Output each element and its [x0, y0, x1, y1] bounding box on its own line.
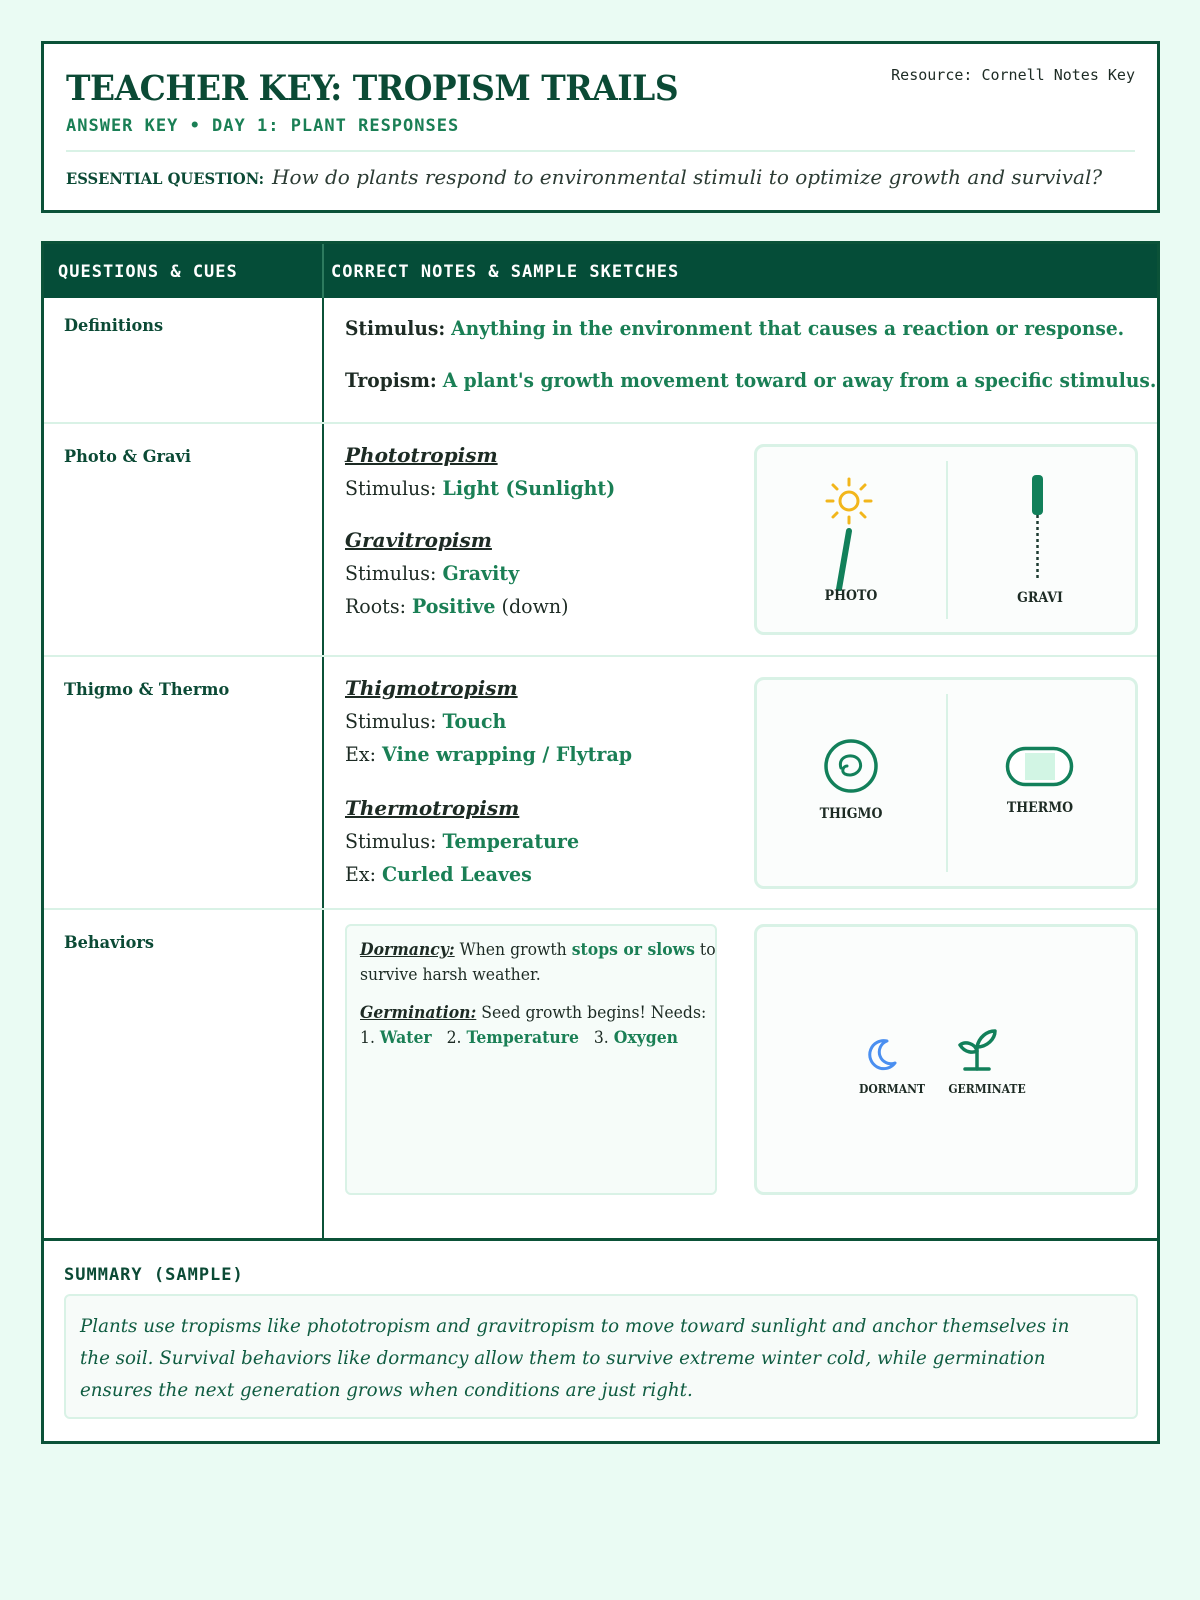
thermotropism-stimulus — [345, 829, 579, 853]
sketch-label-gravi: GRAVI — [1017, 590, 1063, 606]
table-header — [44, 244, 1157, 298]
icon-label-germinate: GERMINATE — [948, 1082, 1026, 1096]
column-header-notes: CORRECT NOTES & SAMPLE SKETCHES — [331, 262, 680, 282]
page-title: TEACHER KEY: TROPISM TRAILS — [66, 68, 679, 109]
germination-needs — [360, 1028, 678, 1048]
icon-label-dormant: DORMANT — [859, 1082, 925, 1096]
term-thigmotropism: Thigmotropism — [345, 676, 518, 700]
definition-tropism-text: A plant's growth movement toward or away from a specific stimulus. — [442, 368, 1157, 392]
roots-value: Positive — [412, 594, 496, 618]
need-water: Water — [379, 1028, 432, 1048]
term-germination: Germination: — [360, 1003, 477, 1023]
roots-label: Roots: — [345, 594, 406, 618]
sprout-icon — [955, 1025, 1001, 1073]
dormancy-note — [360, 940, 716, 960]
need-number: 1. — [360, 1028, 375, 1048]
term-thermotropism: Thermotropism — [345, 796, 520, 820]
thigmotropism-sketch-icon — [823, 738, 879, 794]
column-divider — [322, 244, 324, 1241]
summary-box — [64, 1294, 1138, 1419]
roots-suffix: (down) — [501, 594, 569, 618]
sketch-photo-gravi — [754, 444, 1138, 635]
sketch-behaviors — [754, 924, 1138, 1195]
behaviors-notes-box — [345, 924, 717, 1195]
summary-text: Plants use tropisms like phototropism and gravitropism to move toward sunlight and anchor themselves in the soil. Survival behaviors like dormancy allow them to survive extreme winter cold, while germination ensures the next generation grows when conditions are just right. — [80, 1315, 1070, 1401]
sketch-thigmo-thermo — [754, 677, 1138, 889]
phototropism-sketch-icon — [817, 471, 887, 591]
cue-behaviors: Behaviors — [64, 933, 155, 953]
dormancy-text-post: to — [699, 940, 716, 960]
page-subtitle: ANSWER KEY • DAY 1: PLANT RESPONSES — [66, 116, 460, 136]
dormancy-text-pre: When growth — [459, 940, 567, 960]
term-dormancy: Dormancy: — [360, 940, 455, 960]
row-divider — [44, 422, 1157, 424]
dormancy-key-phrase: stops or slows — [571, 940, 695, 960]
essential-question-text: How do plants respond to environmental stimuli to optimize growth and survival? — [272, 165, 1103, 189]
summary-label: SUMMARY (SAMPLE) — [64, 1265, 244, 1285]
germination-text: Seed growth begins! Needs: — [481, 1003, 707, 1023]
gravitropism-stimulus-value: Gravity — [442, 561, 520, 585]
thigmotropism-stimulus-value: Touch — [442, 709, 507, 733]
phototropism-stimulus-value: Light (Sunlight) — [442, 476, 616, 500]
gravitropism-roots — [345, 594, 568, 618]
cue-thigmo-thermo: Thigmo & Thermo — [64, 680, 230, 700]
row-divider — [44, 908, 1157, 910]
term-stimulus: Stimulus: — [345, 316, 446, 340]
thermotropism-example-value: Curled Leaves — [382, 862, 532, 886]
moon-icon — [863, 1037, 899, 1073]
phototropism-stimulus — [345, 476, 615, 500]
sketch-divider — [946, 694, 948, 872]
header-card — [41, 41, 1160, 213]
summary-divider — [44, 1238, 1157, 1241]
thermotropism-example — [345, 862, 532, 886]
thigmotropism-stimulus — [345, 709, 506, 733]
row-divider — [44, 655, 1157, 657]
sketch-divider — [946, 461, 948, 619]
definition-stimulus-text: Anything in the environment that causes a reaction or response. — [451, 316, 1125, 340]
term-tropism: Tropism: — [345, 368, 437, 392]
example-label: Ex: — [345, 862, 376, 886]
definition-tropism — [345, 368, 1156, 392]
dormancy-note-line2: survive harsh weather. — [360, 965, 541, 985]
thigmotropism-example-value: Vine wrapping / Flytrap — [382, 742, 633, 766]
stimulus-label: Stimulus: — [345, 709, 437, 733]
gravitropism-sketch-icon — [1023, 471, 1053, 581]
cue-definitions: Definitions — [64, 316, 164, 336]
thermotropism-sketch-icon — [1005, 746, 1075, 788]
cue-photo-gravi: Photo & Gravi — [64, 447, 192, 467]
thigmotropism-example — [345, 742, 632, 766]
term-gravitropism: Gravitropism — [345, 528, 492, 552]
header-divider — [66, 150, 1135, 152]
resource-label: Resource: Cornell Notes Key — [891, 66, 1135, 84]
stimulus-label: Stimulus: — [345, 829, 437, 853]
sketch-label-thermo: THERMO — [1006, 800, 1074, 816]
gravitropism-stimulus — [345, 561, 519, 585]
definition-stimulus — [345, 316, 1124, 340]
stimulus-label: Stimulus: — [345, 476, 437, 500]
sketch-label-thigmo: THIGMO — [819, 806, 883, 822]
need-number: 2. — [446, 1028, 462, 1048]
term-phototropism: Phototropism — [345, 443, 498, 467]
stimulus-label: Stimulus: — [345, 561, 437, 585]
germination-note — [360, 1003, 706, 1023]
need-oxygen: Oxygen — [613, 1028, 679, 1048]
need-number: 3. — [593, 1028, 609, 1048]
header-column-divider — [322, 244, 324, 298]
example-label: Ex: — [345, 742, 376, 766]
essential-question-label: ESSENTIAL QUESTION: — [66, 169, 265, 188]
sketch-label-photo: PHOTO — [824, 588, 878, 604]
need-temperature: Temperature — [466, 1028, 579, 1048]
thermotropism-stimulus-value: Temperature — [442, 829, 580, 853]
column-header-cues: QUESTIONS & CUES — [58, 262, 238, 282]
cornell-notes-table — [41, 241, 1160, 1444]
